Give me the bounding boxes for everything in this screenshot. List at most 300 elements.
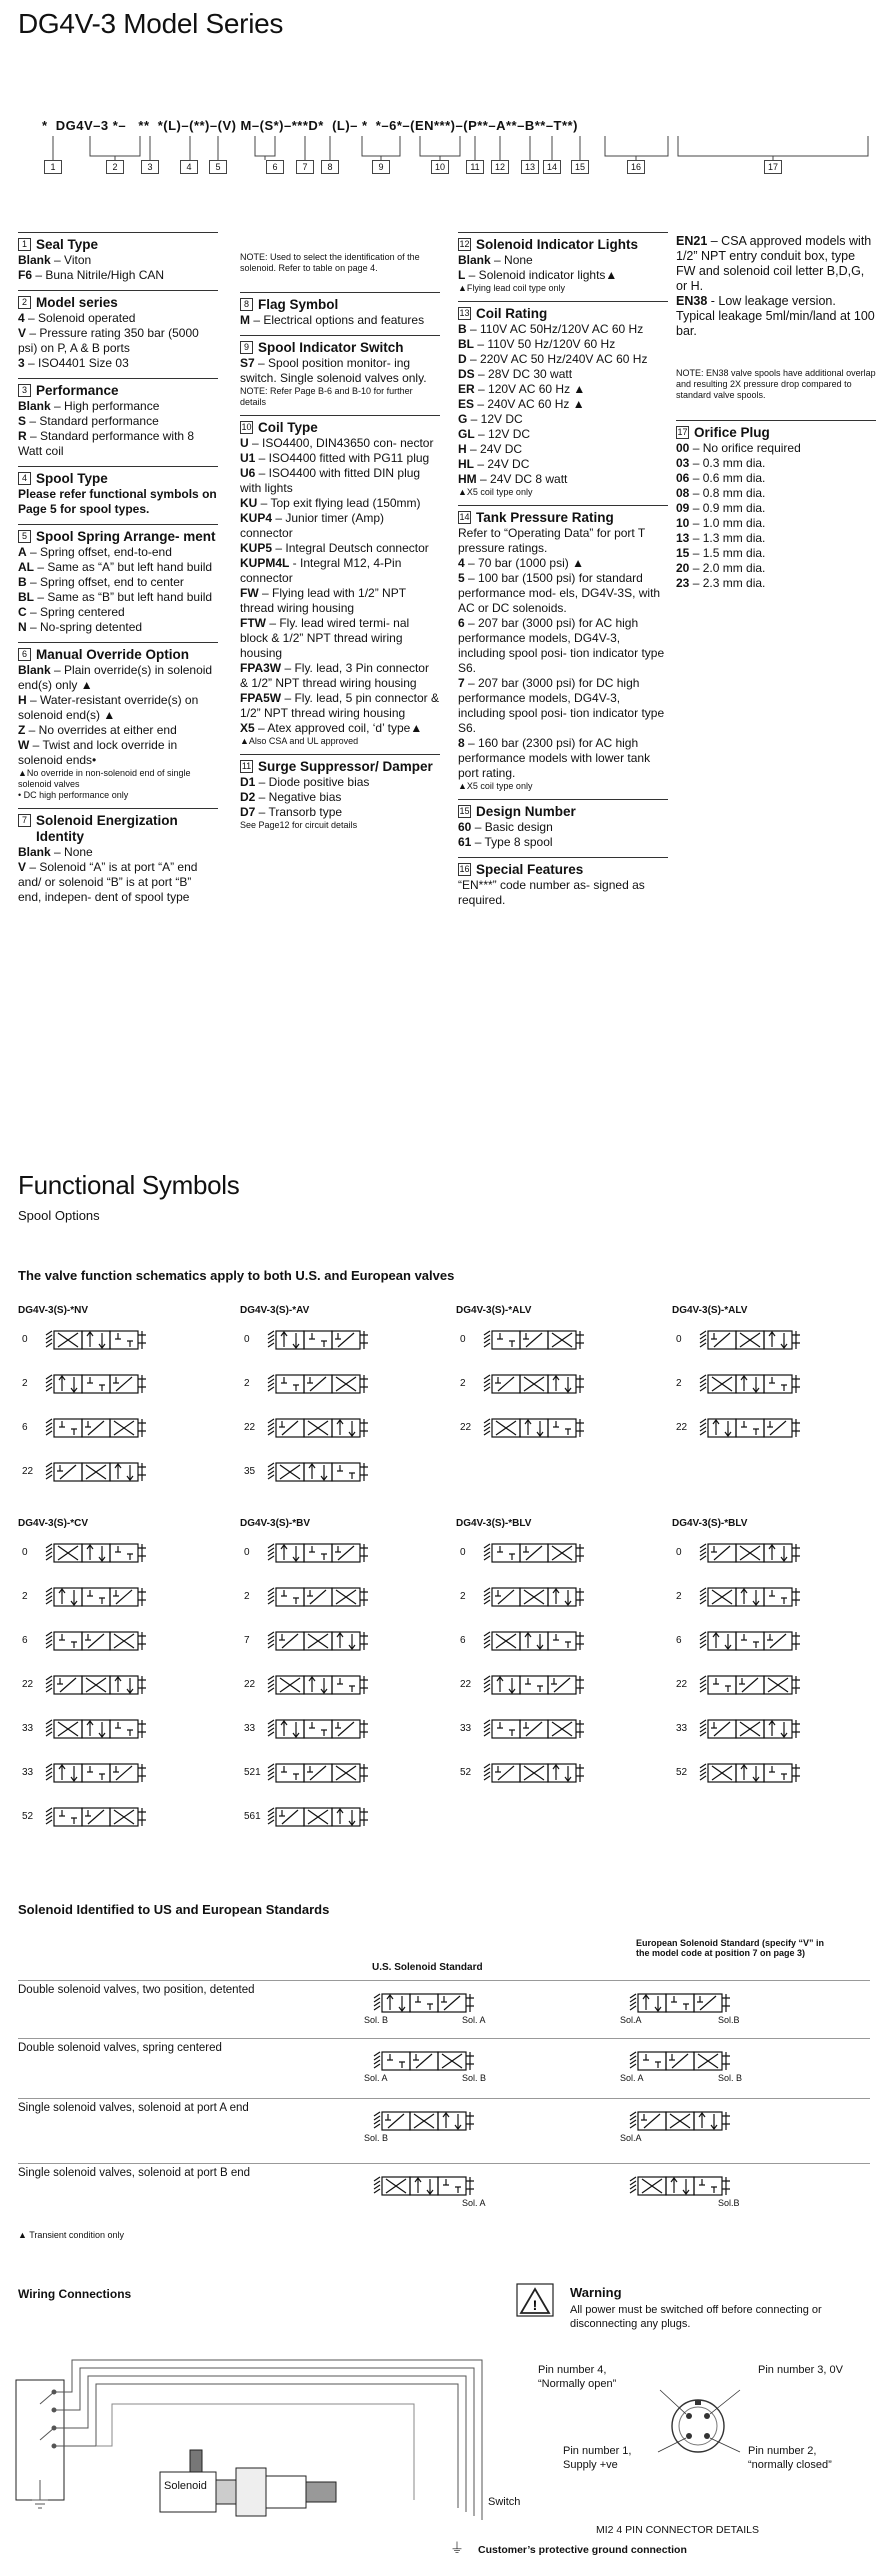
connector-pin-diagram bbox=[640, 2386, 750, 2466]
spec-section-heading bbox=[240, 335, 440, 356]
solenoid-symbol-wrapper bbox=[372, 1992, 476, 2014]
code-box-9: 9 bbox=[372, 160, 390, 174]
spool-group-title: DG4V-3(S)-*BLV bbox=[672, 1518, 748, 1529]
solenoid-row-label: Single solenoid valves, solenoid at port B end bbox=[18, 2167, 251, 2179]
spool-symbol bbox=[44, 1417, 148, 1439]
spec-line: GL – 12V DC bbox=[458, 427, 531, 441]
spool-symbol bbox=[44, 1542, 148, 1564]
spec-note: ▲X5 coil type only bbox=[458, 487, 533, 497]
spec-line: V – Pressure rating 350 bar (5000 psi) on P, A & B ports bbox=[18, 326, 199, 355]
spool-code-label: 2 bbox=[676, 1591, 682, 1602]
spool-symbol bbox=[44, 1630, 148, 1652]
spool-symbol-wrapper bbox=[266, 1586, 370, 1608]
spec-line: KUPM4L - Integral M12, 4-Pin connector bbox=[240, 556, 402, 585]
spec-section-10 bbox=[240, 415, 440, 747]
spec-section-heading bbox=[458, 857, 668, 878]
solenoid-left-label: Sol. A bbox=[364, 2073, 388, 2083]
section-heading-text: Manual Override Option bbox=[36, 647, 190, 662]
spool-code-label: 22 bbox=[22, 1466, 34, 1477]
spec-line: 15 – 1.5 mm dia. bbox=[676, 546, 766, 560]
spec-line: EN38 - Low leakage version. Typical leakage 5ml/min/land at 100 bar. bbox=[676, 294, 875, 338]
spool-symbol bbox=[482, 1674, 586, 1696]
switch-label: Switch bbox=[488, 2496, 521, 2508]
spool-symbol bbox=[266, 1630, 370, 1652]
spec-section-1 bbox=[18, 232, 218, 283]
spec-line: 20 – 2.0 mm dia. bbox=[676, 561, 766, 575]
spool-symbol-wrapper bbox=[44, 1630, 148, 1652]
section-number-box: 7 bbox=[18, 814, 31, 827]
solenoid-right-label: Sol. A bbox=[462, 2015, 486, 2025]
solenoid-right-label: Sol.B bbox=[718, 2198, 740, 2208]
spool-symbol bbox=[698, 1586, 802, 1608]
spool-symbol-wrapper bbox=[44, 1461, 148, 1483]
connector-caption: MI2 4 PIN CONNECTOR DETAILS bbox=[596, 2524, 759, 2536]
spool-code-label: 7 bbox=[244, 1635, 250, 1646]
solenoid-label: Solenoid bbox=[164, 2480, 207, 2492]
spec-section-heading bbox=[458, 301, 668, 322]
solenoid-symbol-wrapper bbox=[628, 2050, 732, 2072]
spool-symbol-wrapper bbox=[44, 1674, 148, 1696]
spool-symbol-wrapper bbox=[266, 1674, 370, 1696]
spec-note: ▲Flying lead coil type only bbox=[458, 283, 565, 293]
section-heading-text: Design Number bbox=[476, 804, 576, 819]
spec-section-heading bbox=[240, 415, 440, 436]
spool-code-label: 0 bbox=[676, 1334, 682, 1345]
spool-code-label: 35 bbox=[244, 1466, 256, 1477]
spec-line: D – 220V AC 50 Hz/240V AC 60 Hz bbox=[458, 352, 648, 366]
section-number-box: 14 bbox=[459, 512, 470, 522]
spool-symbol bbox=[482, 1373, 586, 1395]
spool-symbol bbox=[372, 2175, 476, 2197]
spool-symbol bbox=[698, 1329, 802, 1351]
spool-code-label: 52 bbox=[22, 1811, 34, 1822]
spec-line: S7 – Spool position monitor- ing switch. Single solenoid valves only. bbox=[240, 356, 427, 385]
spec-line: Refer to “Operating Data” for port T pressure ratings. bbox=[458, 526, 645, 555]
spec-section-heading bbox=[18, 642, 218, 663]
code-box-15: 15 bbox=[571, 160, 589, 174]
section-heading-text: Performance bbox=[36, 383, 119, 398]
spec-line: FPA5W – Fly. lead, 5 pin connector & 1/2” NPT thread wiring housing bbox=[240, 691, 439, 720]
solenoid-symbol-wrapper bbox=[372, 2175, 476, 2197]
spec-line: ES – 240V AC 60 Hz ▲ bbox=[458, 397, 585, 411]
spool-symbol-wrapper bbox=[44, 1542, 148, 1564]
section-number-box: 2 bbox=[18, 296, 31, 309]
spool-symbol-wrapper bbox=[44, 1329, 148, 1351]
spool-symbol bbox=[698, 1373, 802, 1395]
spec-line: Blank – None bbox=[18, 845, 93, 859]
spool-code-label: 33 bbox=[22, 1723, 34, 1734]
spec-section-heading bbox=[458, 505, 668, 526]
spool-symbol-wrapper bbox=[266, 1718, 370, 1740]
spec-line: Blank – High performance bbox=[18, 399, 160, 413]
spec-line: R – Standard performance with 8 Watt coil bbox=[18, 429, 195, 458]
spool-code-label: 561 bbox=[244, 1811, 261, 1822]
spec-line: ER – 120V AC 60 Hz ▲ bbox=[458, 382, 586, 396]
spool-symbol-wrapper bbox=[482, 1762, 586, 1784]
spool-symbol-wrapper bbox=[44, 1718, 148, 1740]
spool-symbol bbox=[44, 1806, 148, 1828]
col2-top-note: NOTE: Used to select the identification of the solenoid. Refer to table on page 4. bbox=[240, 252, 420, 273]
spec-line: 03 – 0.3 mm dia. bbox=[676, 456, 766, 470]
spool-group-title: DG4V-3(S)-*BLV bbox=[456, 1518, 532, 1529]
functional-title: Functional Symbols bbox=[18, 1170, 240, 1200]
code-box-11: 11 bbox=[466, 160, 484, 174]
spool-symbol bbox=[44, 1762, 148, 1784]
solenoid-symbol-wrapper bbox=[372, 2110, 476, 2132]
spool-symbol-wrapper bbox=[266, 1542, 370, 1564]
spool-symbol bbox=[266, 1674, 370, 1696]
spool-group-title: DG4V-3(S)-*NV bbox=[18, 1305, 89, 1316]
wiring-title: Wiring Connections bbox=[18, 2287, 132, 2301]
eu-standard-header: European Solenoid Standard (specify “V” in the model code at position 7 on page 3) bbox=[636, 1938, 825, 1958]
section-heading-text: Seal Type bbox=[36, 237, 99, 252]
spec-line: 06 – 0.6 mm dia. bbox=[676, 471, 766, 485]
section-heading-text: Solenoid Energization Identity bbox=[36, 813, 178, 844]
solenoid-left-label: Sol. A bbox=[620, 2073, 644, 2083]
spec-column-3 bbox=[458, 232, 668, 915]
pin3-label: Pin number 3, 0V bbox=[758, 2364, 843, 2376]
spool-symbol bbox=[44, 1674, 148, 1696]
section-number-box: 5 bbox=[18, 530, 31, 543]
svg-text:!: ! bbox=[532, 2297, 538, 2313]
spec-note: NOTE: Refer Page B-6 and B-10 for further details bbox=[240, 386, 413, 407]
spec-section-heading bbox=[18, 378, 218, 399]
spool-symbol-wrapper bbox=[44, 1762, 148, 1784]
spool-group-title: DG4V-3(S)-*ALV bbox=[672, 1305, 748, 1316]
spec-note: ▲No override in non-solenoid end of single solenoid valves bbox=[18, 768, 191, 789]
spool-symbol-wrapper bbox=[44, 1806, 148, 1828]
spool-symbol bbox=[698, 1630, 802, 1652]
spec-line: KU – Top exit flying lead (150mm) bbox=[240, 496, 421, 510]
spec-section-heading bbox=[18, 290, 218, 311]
spool-symbol bbox=[482, 1630, 586, 1652]
spec-line: W – Twist and lock override in solenoid ends• bbox=[18, 738, 178, 767]
spec-line: U1 – ISO4400 fitted with PG11 plug bbox=[240, 451, 430, 465]
spool-symbol bbox=[482, 1762, 586, 1784]
spec-line: FPA3W – Fly. lead, 3 Pin connector & 1/2” NPT thread wiring housing bbox=[240, 661, 429, 690]
spec-line: 09 – 0.9 mm dia. bbox=[676, 501, 766, 515]
spec-line: HL – 24V DC bbox=[458, 457, 530, 471]
spec-section-4 bbox=[18, 466, 218, 517]
section-number-box: 12 bbox=[459, 239, 470, 249]
spool-symbol-wrapper bbox=[482, 1674, 586, 1696]
spool-code-label: 0 bbox=[244, 1547, 250, 1558]
spec-line: G – 12V DC bbox=[458, 412, 523, 426]
spec-line: BL – 110V 50 Hz/120V 60 Hz bbox=[458, 337, 616, 351]
spec-section-heading bbox=[240, 292, 440, 313]
spec-line: H – 24V DC bbox=[458, 442, 523, 456]
ground-icon: ⏚ bbox=[450, 2540, 464, 2556]
spool-code-label: 6 bbox=[22, 1422, 28, 1433]
spool-group-title: DG4V-3(S)-*ALV bbox=[456, 1305, 532, 1316]
spool-symbol-wrapper bbox=[482, 1373, 586, 1395]
spec-section-9 bbox=[240, 335, 440, 408]
spool-code-label: 2 bbox=[22, 1378, 28, 1389]
section-number-box: 13 bbox=[459, 308, 470, 318]
warning-icon bbox=[516, 2283, 556, 2319]
spec-section-16 bbox=[458, 857, 668, 908]
spool-symbol-wrapper bbox=[698, 1373, 802, 1395]
section-heading-text: Surge Suppressor/ Damper bbox=[258, 759, 433, 774]
warning-text: All power must be switched off before connecting or disconnecting any plugs. bbox=[570, 2304, 822, 2330]
row-divider bbox=[18, 1980, 870, 1981]
row-divider bbox=[18, 2163, 870, 2164]
spool-symbol bbox=[44, 1586, 148, 1608]
spec-section-6 bbox=[18, 642, 218, 801]
spool-group-title: DG4V-3(S)-*AV bbox=[240, 1305, 310, 1316]
spool-code-label: 0 bbox=[22, 1334, 28, 1345]
section-heading-text: Spool Spring Arrange- ment bbox=[36, 529, 216, 544]
spec-line: 61 – Type 8 spool bbox=[458, 835, 553, 849]
spool-code-label: 22 bbox=[676, 1422, 688, 1433]
spool-code-label: 2 bbox=[244, 1591, 250, 1602]
section-heading-text: Tank Pressure Rating bbox=[476, 510, 614, 525]
spool-code-label: 2 bbox=[460, 1378, 466, 1389]
spec-line: 8 – 160 bar (2300 psi) for AC high performance models with lower tank port rating. bbox=[458, 736, 651, 780]
section-heading-text: Coil Rating bbox=[476, 306, 548, 321]
spool-symbol bbox=[482, 1329, 586, 1351]
spool-symbol-wrapper bbox=[44, 1373, 148, 1395]
solenoid-right-label: Sol.B bbox=[718, 2015, 740, 2025]
code-box-17: 17 bbox=[764, 160, 782, 174]
spool-symbol bbox=[482, 1586, 586, 1608]
spool-symbol-wrapper bbox=[698, 1630, 802, 1652]
spec-section-heading bbox=[18, 808, 218, 845]
spec-line: 60 – Basic design bbox=[458, 820, 553, 834]
spec-line: H – Water-resistant override(s) on solenoid end(s) ▲ bbox=[18, 693, 199, 722]
spec-line: B – Spring offset, end to center bbox=[18, 575, 184, 589]
spool-symbol-wrapper bbox=[266, 1762, 370, 1784]
spec-line: 10 – 1.0 mm dia. bbox=[676, 516, 766, 530]
spec-section-3 bbox=[18, 378, 218, 459]
spec-line: A – Spring offset, end-to-end bbox=[18, 545, 172, 559]
spool-symbol bbox=[266, 1373, 370, 1395]
spool-symbol-wrapper bbox=[698, 1417, 802, 1439]
spec-line: 4 – Solenoid operated bbox=[18, 311, 136, 325]
spool-symbol bbox=[628, 2110, 732, 2132]
row-divider bbox=[18, 2098, 870, 2099]
spec-line: AL – Same as “A” but left hand build bbox=[18, 560, 213, 574]
section-heading-text: Orifice Plug bbox=[694, 425, 770, 440]
spool-symbol-wrapper bbox=[44, 1417, 148, 1439]
spool-symbol bbox=[628, 2050, 732, 2072]
code-box-16: 16 bbox=[627, 160, 645, 174]
code-box-5: 5 bbox=[209, 160, 227, 174]
code-box-14: 14 bbox=[543, 160, 561, 174]
spec-line: Z – No overrides at either end bbox=[18, 723, 177, 737]
spec-section-8 bbox=[240, 292, 440, 328]
spec-line: 13 – 1.3 mm dia. bbox=[676, 531, 766, 545]
spool-code-label: 22 bbox=[676, 1679, 688, 1690]
pin2-label: Pin number 2, “normally closed” bbox=[748, 2445, 832, 2471]
spool-code-label: 52 bbox=[460, 1767, 472, 1778]
pin4-label: Pin number 4, “Normally open” bbox=[538, 2364, 617, 2390]
spec-line: D1 – Diode positive bias bbox=[240, 775, 370, 789]
spec-line: 00 – No orifice required bbox=[676, 441, 801, 455]
spec-line: 4 – 70 bar (1000 psi) ▲ bbox=[458, 556, 584, 570]
spool-symbol-wrapper bbox=[482, 1718, 586, 1740]
spool-symbol bbox=[266, 1586, 370, 1608]
spec-line: L – Solenoid indicator lights▲ bbox=[458, 268, 618, 282]
spool-code-label: 6 bbox=[460, 1635, 466, 1646]
spec-line: DS – 28V DC 30 watt bbox=[458, 367, 573, 381]
spec-section-heading bbox=[18, 466, 218, 487]
spool-symbol bbox=[372, 1992, 476, 2014]
spool-code-label: 0 bbox=[460, 1334, 466, 1345]
solenoid-left-label: Sol. B bbox=[364, 2133, 389, 2143]
spec-note: ▲X5 coil type only bbox=[458, 781, 533, 791]
spool-code-label: 2 bbox=[244, 1378, 250, 1389]
ground-caption: Customer’s protective ground connection bbox=[478, 2544, 687, 2556]
spec-line: 6 – 207 bar (3000 psi) for AC high performance models, DG4V-3, including spool posi- tion indicator type S6. bbox=[458, 616, 665, 675]
spool-code-label: 33 bbox=[676, 1723, 688, 1734]
spool-symbol bbox=[698, 1542, 802, 1564]
spool-symbol-wrapper bbox=[266, 1417, 370, 1439]
solenoid-left-label: Sol. B bbox=[364, 2015, 389, 2025]
spec-line: 3 – ISO4401 Size 03 bbox=[18, 356, 129, 370]
spec-line: V – Solenoid “A” is at port “A” end and/ or solenoid “B” is at port “B” end, indepen- dent of spool type bbox=[18, 860, 198, 904]
spec-line: FW – Flying lead with 1/2” NPT thread wiring housing bbox=[240, 586, 406, 615]
section-number-box: 11 bbox=[241, 761, 252, 771]
spec-section-5 bbox=[18, 524, 218, 635]
solenoid-right-label: Sol. B bbox=[718, 2073, 743, 2083]
spec-line: Blank – None bbox=[458, 253, 533, 267]
spec-section-heading bbox=[240, 754, 440, 775]
model-code: * DG4V–3 *– ** *(L)–(**)–(V) M–(S*)–***D* (L)– * *–6*–(EN***)–(P**–A**–B**–T**) bbox=[42, 118, 578, 133]
section-number-box: 10 bbox=[241, 422, 252, 432]
solenoid-symbol-wrapper bbox=[372, 2050, 476, 2072]
spool-symbol-wrapper bbox=[482, 1586, 586, 1608]
spec-line: Please refer functional symbols on Page 5 for spool types. bbox=[18, 487, 217, 516]
spool-code-label: 2 bbox=[460, 1591, 466, 1602]
solenoid-symbol-wrapper bbox=[628, 2175, 732, 2197]
solenoid-left-label: Sol.A bbox=[620, 2015, 642, 2025]
spool-symbol-wrapper bbox=[482, 1630, 586, 1652]
section-heading-text: Flag Symbol bbox=[258, 297, 339, 312]
solenoid-right-label: Sol. A bbox=[462, 2198, 486, 2208]
spool-symbol bbox=[44, 1718, 148, 1740]
spec-section-13 bbox=[458, 301, 668, 498]
spool-symbol bbox=[266, 1329, 370, 1351]
spec-column-4 bbox=[676, 420, 876, 598]
spec-section-heading bbox=[458, 232, 668, 253]
spec-line: “EN***” code number as- signed as required. bbox=[458, 878, 645, 907]
spool-symbol bbox=[698, 1718, 802, 1740]
spec-line: U – ISO4400, DIN43650 con- nector bbox=[240, 436, 434, 450]
spool-symbol bbox=[44, 1329, 148, 1351]
spool-symbol-wrapper bbox=[266, 1630, 370, 1652]
section-heading-text: Spool Type bbox=[36, 471, 108, 486]
solenoid-row-label: Double solenoid valves, spring centered bbox=[18, 2042, 222, 2054]
code-box-12: 12 bbox=[491, 160, 509, 174]
spec-line: EN21 – CSA approved models with 1/2” NPT entry conduit box, type FW and solenoid coil letter B,D,G, or H. bbox=[676, 234, 872, 293]
row-divider bbox=[18, 2038, 870, 2039]
spec-column-2 bbox=[240, 292, 440, 838]
spool-code-label: 22 bbox=[460, 1422, 472, 1433]
section-heading-text: Solenoid Indicator Lights bbox=[476, 237, 638, 252]
spool-symbol-wrapper bbox=[482, 1542, 586, 1564]
spool-symbol bbox=[372, 2110, 476, 2132]
wiring-diagram bbox=[14, 2340, 514, 2540]
solenoid-left-label: Sol.A bbox=[620, 2133, 642, 2143]
section-heading-text: Coil Type bbox=[258, 420, 318, 435]
spec-section-11 bbox=[240, 754, 440, 831]
spool-code-label: 6 bbox=[676, 1635, 682, 1646]
spec-line: M – Electrical options and features bbox=[240, 313, 425, 327]
spool-group-title: DG4V-3(S)-*CV bbox=[18, 1518, 89, 1529]
spool-symbol-wrapper bbox=[482, 1417, 586, 1439]
section-number-box: 3 bbox=[18, 384, 31, 397]
spool-code-label: 0 bbox=[22, 1547, 28, 1558]
code-box-1: 1 bbox=[44, 160, 62, 174]
spool-code-label: 33 bbox=[22, 1767, 34, 1778]
solenoid-right-label: Sol. B bbox=[462, 2073, 487, 2083]
spool-code-label: 33 bbox=[244, 1723, 256, 1734]
section-number-box: 8 bbox=[240, 298, 253, 311]
spec-section-heading bbox=[18, 232, 218, 253]
code-box-8: 8 bbox=[321, 160, 339, 174]
spool-symbol bbox=[628, 2175, 732, 2197]
spool-symbol-wrapper bbox=[698, 1674, 802, 1696]
spec-section-7 bbox=[18, 808, 218, 905]
section-number-box: 1 bbox=[18, 238, 31, 251]
spec-line: BL – Same as “B” but left hand build bbox=[18, 590, 213, 604]
section-number-box: 17 bbox=[677, 427, 688, 437]
solenoid-symbol-wrapper bbox=[628, 1992, 732, 2014]
spool-symbol bbox=[266, 1417, 370, 1439]
code-box-13: 13 bbox=[521, 160, 539, 174]
code-box-7: 7 bbox=[296, 160, 314, 174]
spec-note: • DC high performance only bbox=[18, 790, 129, 800]
spool-symbol bbox=[266, 1762, 370, 1784]
spec-section-heading bbox=[676, 420, 876, 441]
section-heading-text: Spool Indicator Switch bbox=[258, 340, 404, 355]
section-number-box: 15 bbox=[459, 806, 470, 816]
spool-symbol bbox=[44, 1461, 148, 1483]
spec-section-12 bbox=[458, 232, 668, 294]
col4-note: NOTE: EN38 valve spools have additional overlap and resulting 2X pressure drop compared to standard valve spools. bbox=[676, 368, 876, 400]
spec-line: KUP4 – Junior timer (Amp) connector bbox=[240, 511, 385, 540]
pin1-label: Pin number 1, Supply +ve bbox=[563, 2445, 632, 2471]
spool-symbol-wrapper bbox=[698, 1542, 802, 1564]
spool-symbol bbox=[266, 1718, 370, 1740]
spool-group-title: DG4V-3(S)-*BV bbox=[240, 1518, 311, 1529]
functional-subtitle: Spool Options bbox=[18, 1208, 100, 1223]
spec-line: Blank – Plain override(s) in solenoid end(s) only ▲ bbox=[18, 663, 213, 692]
functional-intro: The valve function schematics apply to both U.S. and European valves bbox=[18, 1268, 455, 1283]
section-heading-text: Model series bbox=[36, 295, 118, 310]
spool-symbol bbox=[482, 1718, 586, 1740]
us-standard-header: U.S. Solenoid Standard bbox=[372, 1962, 483, 1973]
solenoid-symbol-wrapper bbox=[628, 2110, 732, 2132]
spec-line: FTW – Fly. lead wired termi- nal block & 1/2” NPT thread wiring housing bbox=[240, 616, 410, 660]
spec-line: B – 110V AC 50Hz/120V AC 60 Hz bbox=[458, 322, 644, 336]
spec-section-2 bbox=[18, 290, 218, 371]
section-number-box: 16 bbox=[459, 864, 470, 874]
spool-symbol-wrapper bbox=[266, 1329, 370, 1351]
transient-note: ▲ Transient condition only bbox=[18, 2230, 124, 2240]
spec-section-14 bbox=[458, 505, 668, 792]
spec-line: F6 – Buna Nitrile/High CAN bbox=[18, 268, 165, 282]
section-heading-text: Special Features bbox=[476, 862, 584, 877]
spec-line: U6 – ISO4400 with fitted DIN plug with lights bbox=[240, 466, 421, 495]
spool-symbol bbox=[698, 1762, 802, 1784]
spool-code-label: 2 bbox=[676, 1378, 682, 1389]
warning-title: Warning bbox=[570, 2285, 622, 2300]
code-leader-lines bbox=[0, 132, 887, 172]
spec-note: ▲Also CSA and UL approved bbox=[240, 736, 359, 746]
section-number-box: 4 bbox=[18, 472, 31, 485]
